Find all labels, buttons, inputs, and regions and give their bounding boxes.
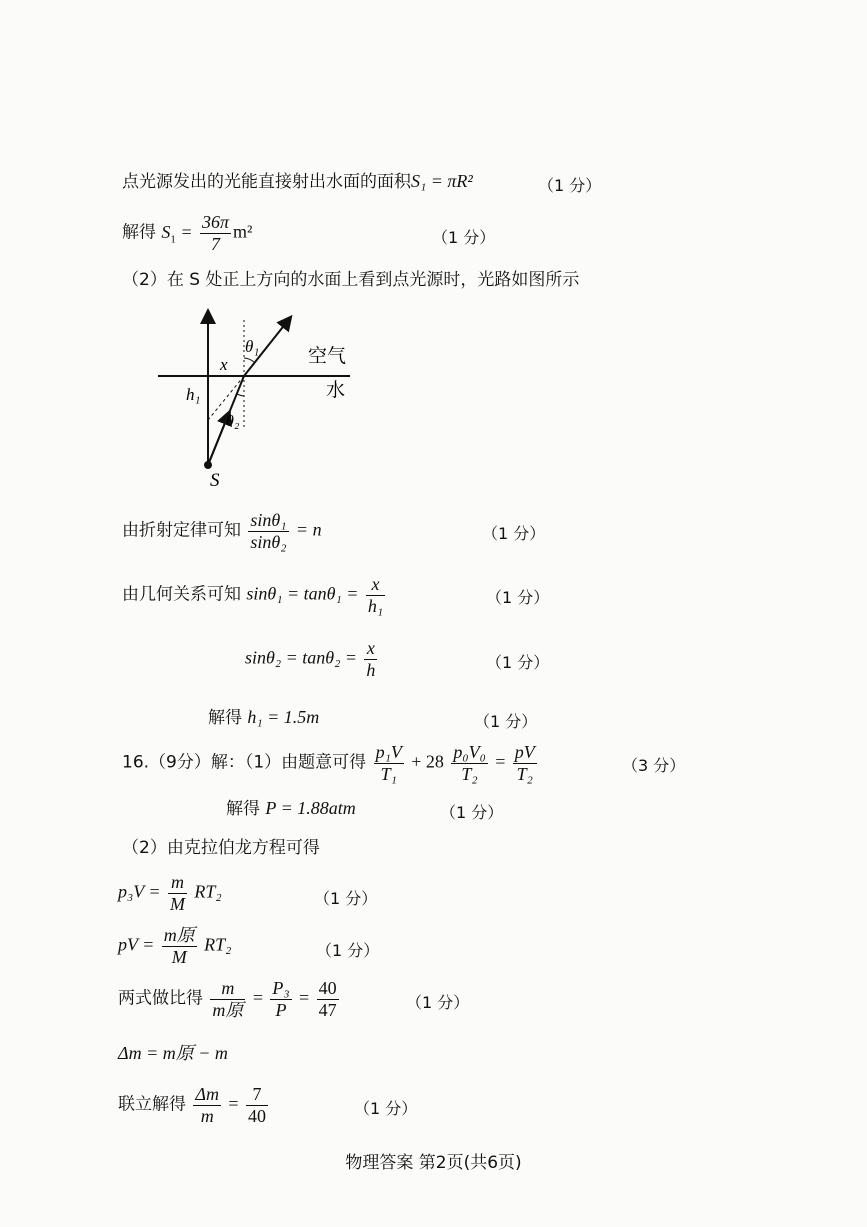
fraction-denominator: h₁: [367, 595, 384, 616]
part2-clapeyron: （2）由克拉伯龙方程可得: [122, 838, 320, 858]
score-label: （1 分）: [486, 588, 550, 607]
score-label: （1 分）: [432, 228, 496, 247]
ratio-equation: [118, 978, 341, 1020]
eq-lhs: p₃V =: [118, 881, 161, 902]
fraction-1: [374, 742, 404, 784]
question-16-prefix: 16.（9分）解：（1）由题意可得: [122, 752, 367, 773]
score-label: （1 分）: [474, 712, 538, 731]
eq-lhs: pV =: [118, 934, 155, 955]
mass-difference: Δm = m原 − m: [118, 1043, 228, 1063]
score-label: （1 分）: [314, 889, 378, 908]
label-theta1: θ₁: [245, 337, 260, 356]
fraction-numerator: P₃: [272, 978, 290, 998]
label-x: x: [220, 355, 228, 374]
result-prefix: 解得: [226, 799, 260, 819]
fraction-numerator: 40: [318, 978, 337, 998]
score-label: （1 分）: [316, 941, 380, 960]
angle-arc-2: [237, 394, 244, 396]
ratio-prefix: 两式做比得: [118, 988, 203, 1009]
fraction-denominator: P: [275, 999, 287, 1020]
clapeyron-eq-2: [118, 925, 231, 967]
fraction-1: [210, 978, 245, 1020]
equals-sign: =: [252, 987, 263, 1008]
snell-law: [122, 510, 322, 552]
geometry-relation-1: [122, 574, 387, 616]
plus-term: + 28: [411, 751, 444, 772]
score-label: （1 分）: [538, 176, 602, 195]
source-point: [204, 461, 212, 469]
h1-result: [208, 708, 319, 727]
fraction-2: [451, 742, 488, 784]
score-label: （3 分）: [622, 756, 686, 775]
fraction-2: [246, 1084, 268, 1126]
equals-sign: =: [228, 1093, 239, 1114]
fraction-denominator: T₂: [516, 763, 533, 784]
fraction-denominator: 7: [210, 233, 220, 254]
pressure-result: [226, 799, 356, 818]
area-result: [122, 212, 252, 254]
angle-arc-1: [244, 358, 254, 362]
x-over-h: [364, 638, 377, 680]
score-label: （1 分）: [440, 803, 504, 822]
score-label: （1 分）: [486, 653, 550, 672]
equals-sign: =: [299, 987, 310, 1008]
fraction-3: [317, 978, 339, 1020]
fraction-denominator: T₂: [461, 763, 478, 784]
label-water: 水: [326, 379, 346, 401]
h1-equation: h₁ = 1.5m: [247, 707, 320, 727]
snell-rhs: = n: [295, 519, 322, 540]
question-16-equation: [122, 742, 539, 784]
fraction-1: [193, 1084, 221, 1126]
area-equation: S₁ = πR²: [411, 171, 473, 191]
area-text: 点光源发出的光能直接射出水面的面积: [122, 172, 411, 192]
fraction-numerator: 7: [246, 1084, 268, 1106]
fraction-numerator: m原: [163, 925, 195, 945]
fraction-3: [513, 742, 537, 784]
fraction-numerator: p₁V: [375, 742, 402, 762]
s1-symbol: $S_1$ =: [161, 221, 193, 246]
fraction-numerator: x: [364, 638, 377, 660]
eq-rhs: RT₂: [204, 934, 232, 955]
sine-ratio: [248, 510, 288, 552]
equals-sign: =: [495, 751, 506, 772]
page-footer: 物理答案 第2页(共6页): [345, 1153, 522, 1173]
fraction-denominator: M: [169, 893, 185, 914]
area-fraction: [200, 212, 231, 254]
fraction-numerator: p₀V₀: [453, 742, 486, 762]
result-prefix: 解得: [208, 708, 242, 728]
geometry-prefix: 由几何关系可知: [122, 584, 241, 605]
fraction-numerator: sinθ₁: [250, 510, 287, 530]
eq-rhs: RT₂: [194, 881, 222, 902]
fraction-numerator: m: [210, 978, 245, 1000]
final-prefix: 联立解得: [118, 1094, 186, 1115]
fraction-numerator: x: [366, 574, 385, 596]
fraction-denominator: h: [366, 659, 376, 680]
final-result: [118, 1084, 270, 1126]
score-label: （1 分）: [406, 993, 470, 1012]
refraction-diagram: [150, 300, 370, 490]
result-prefix: 解得: [122, 222, 156, 243]
fraction-numerator: 36π: [201, 212, 229, 232]
score-label: （1 分）: [482, 524, 546, 543]
score-label: （1 分）: [354, 1099, 418, 1118]
fraction-numerator: m: [168, 872, 187, 894]
clapeyron-eq-1: [118, 872, 222, 914]
label-h1: h₁: [186, 385, 201, 404]
label-theta2: θ₂: [226, 413, 240, 430]
fraction-numerator: pV: [514, 742, 535, 762]
label-air: 空气: [308, 345, 347, 367]
mass-fraction: [162, 925, 197, 967]
fraction-denominator: 40: [247, 1105, 266, 1126]
fraction-denominator: m原: [212, 999, 244, 1020]
unit: m²: [233, 221, 253, 242]
fraction-denominator: m: [200, 1105, 214, 1126]
fraction-denominator: sinθ₂: [250, 531, 287, 552]
pressure-equation: P = 1.88atm: [265, 798, 356, 818]
label-S: S: [210, 470, 220, 490]
snell-prefix: 由折射定律可知: [122, 520, 241, 541]
geometry-lhs: sinθ₁ = tanθ₁ =: [246, 583, 359, 604]
geometry-relation-2: [245, 638, 379, 680]
fraction-denominator: T₁: [380, 763, 397, 784]
part2-heading: （2）在 S 处正上方向的水面上看到点光源时，光路如图所示: [122, 270, 580, 290]
fraction-numerator: Δm: [195, 1084, 219, 1104]
fraction-denominator: 47: [318, 999, 337, 1020]
fraction-2: [270, 978, 291, 1020]
x-over-h1: [366, 574, 385, 616]
area-sentence: [122, 172, 473, 191]
mass-fraction: [168, 872, 187, 914]
fraction-denominator: M: [171, 946, 187, 967]
geometry-lhs: sinθ₂ = tanθ₂ =: [245, 647, 357, 668]
